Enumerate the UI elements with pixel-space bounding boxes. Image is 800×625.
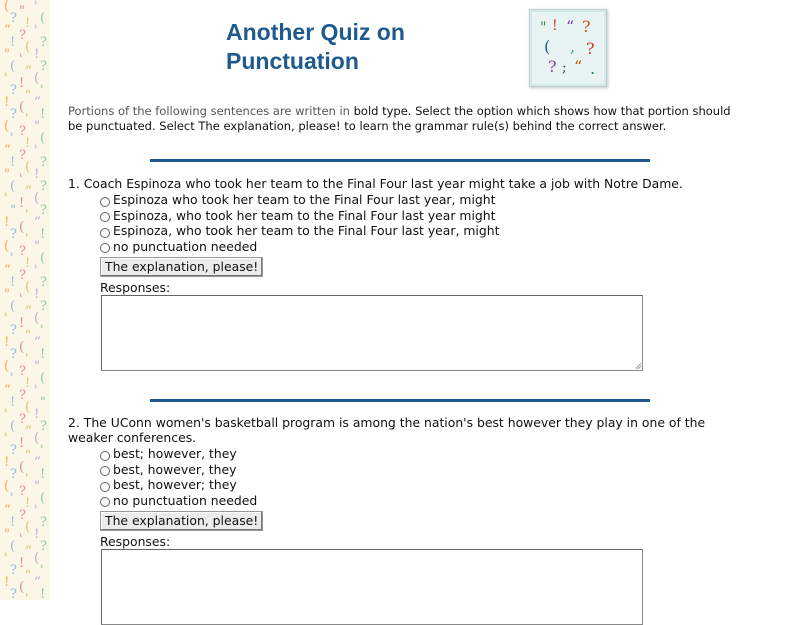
border-glyph: !	[25, 16, 31, 31]
border-glyph: “	[25, 424, 32, 439]
decorative-punctuation-border	[0, 0, 50, 600]
border-glyph: (	[25, 40, 31, 55]
border-glyph: !	[10, 275, 16, 290]
border-glyph: ?	[19, 124, 26, 139]
logo-glyph: !	[552, 18, 558, 34]
border-glyph: '	[25, 112, 29, 127]
responses-textarea[interactable]	[101, 295, 643, 371]
border-glyph: ?	[19, 364, 26, 379]
border-glyph: (	[10, 419, 16, 434]
answer-option-label: no punctuation needed	[113, 492, 258, 508]
border-glyph: !	[25, 136, 31, 151]
border-glyph: !	[40, 107, 46, 122]
answer-option[interactable]	[100, 493, 743, 509]
border-glyph: '	[34, 263, 38, 278]
border-glyph: (	[34, 191, 40, 206]
border-glyph: “	[4, 263, 11, 278]
answer-option[interactable]	[100, 477, 743, 493]
border-glyph: '	[40, 563, 44, 578]
answer-option[interactable]	[100, 462, 743, 478]
answer-options	[100, 446, 743, 508]
radio-button[interactable]	[100, 482, 110, 492]
border-glyph: ?	[40, 539, 47, 554]
answer-option-label: Espinoza, who took her team to the Final Four last year, might	[113, 223, 500, 239]
border-glyph: !	[34, 407, 40, 422]
border-glyph: ?	[40, 179, 47, 194]
border-glyph: (	[40, 131, 46, 146]
border-glyph: '	[34, 23, 38, 38]
logo-glyph: ,	[570, 37, 576, 56]
border-glyph: !	[19, 196, 25, 211]
border-glyph: "	[10, 203, 16, 218]
border-glyph: '	[4, 71, 8, 86]
border-glyph: "	[34, 239, 40, 254]
border-glyph: (	[19, 340, 25, 355]
punctuation-logo	[529, 9, 607, 87]
border-glyph: (	[10, 539, 16, 554]
border-glyph: ?	[10, 107, 17, 122]
border-glyph: !	[40, 467, 46, 482]
border-glyph: !	[19, 556, 25, 571]
border-glyph: (	[25, 280, 31, 295]
logo-glyph: .	[590, 59, 596, 78]
answer-option-label: no punctuation needed	[113, 238, 258, 254]
divider-rule	[150, 399, 650, 402]
border-glyph: "	[4, 47, 10, 62]
border-glyph: !	[10, 515, 16, 530]
border-glyph: !	[34, 527, 40, 542]
border-glyph: (	[4, 119, 10, 134]
border-glyph: ?	[40, 155, 47, 170]
logo-glyph: ?	[548, 57, 557, 76]
border-glyph: “	[25, 304, 32, 319]
logo-glyph: ;	[562, 60, 567, 76]
answer-option[interactable]	[100, 208, 743, 224]
border-glyph: '	[25, 232, 29, 247]
answer-option[interactable]	[100, 192, 743, 208]
border-glyph: !	[10, 155, 16, 170]
logo-glyph: “	[566, 17, 575, 36]
border-glyph: ?	[40, 275, 47, 290]
answer-option[interactable]	[100, 223, 743, 239]
radio-button[interactable]	[100, 497, 110, 507]
answer-option[interactable]	[100, 446, 743, 462]
border-glyph: “	[25, 544, 32, 559]
border-glyph: (	[4, 359, 10, 374]
answer-options	[100, 192, 743, 254]
border-glyph: “	[25, 184, 32, 199]
border-glyph: ?	[40, 419, 47, 434]
border-glyph: !	[4, 215, 10, 230]
border-glyph: (	[34, 431, 40, 446]
border-glyph: '	[25, 472, 29, 487]
question-1	[68, 176, 743, 371]
border-glyph: (	[40, 491, 46, 506]
border-glyph: "	[25, 88, 31, 103]
border-glyph: (	[25, 400, 31, 415]
border-glyph: '	[10, 251, 14, 266]
border-glyph: '	[25, 352, 29, 367]
border-glyph: "	[34, 119, 40, 134]
resize-grip-icon[interactable]	[635, 363, 641, 369]
border-glyph: '	[34, 143, 38, 158]
border-glyph: !	[10, 395, 16, 410]
border-glyph: (	[40, 251, 46, 266]
border-glyph: !	[4, 95, 10, 110]
border-glyph: !	[4, 335, 10, 350]
border-glyph: ?	[40, 203, 47, 218]
border-glyph: '	[4, 431, 8, 446]
border-glyph: (	[25, 160, 31, 175]
border-glyph: "	[4, 527, 10, 542]
border-glyph: “	[34, 215, 41, 230]
border-glyph: '	[4, 311, 8, 326]
responses-textarea[interactable]	[101, 549, 643, 625]
answer-option-label: best, however; they	[113, 477, 237, 493]
border-glyph: !	[19, 316, 25, 331]
border-glyph: ?	[10, 347, 17, 362]
responses-label: Responses:	[100, 534, 171, 549]
border-glyph: (	[34, 551, 40, 566]
logo-glyph: (	[544, 37, 551, 56]
border-glyph: !	[25, 256, 31, 271]
border-glyph: ?	[10, 563, 17, 578]
border-glyph: ?	[19, 244, 26, 259]
border-glyph: '	[34, 0, 38, 14]
border-glyph: '	[4, 407, 8, 422]
border-glyph: “	[34, 335, 41, 350]
radio-button[interactable]	[100, 212, 110, 222]
border-glyph: ?	[40, 59, 47, 74]
border-glyph: ?	[40, 515, 47, 530]
question-2	[68, 415, 743, 625]
border-glyph: "	[4, 287, 10, 302]
border-glyph: '	[19, 292, 23, 307]
border-glyph: "	[4, 167, 10, 182]
instructions	[68, 104, 738, 134]
border-glyph: (	[40, 371, 46, 386]
border-glyph: ?	[19, 268, 26, 283]
border-glyph: (	[40, 11, 46, 26]
border-glyph: '	[19, 52, 23, 67]
border-glyph: !	[34, 47, 40, 62]
border-glyph: '	[10, 371, 14, 386]
border-glyph: !	[25, 376, 31, 391]
punctuation-logo-graphic	[530, 10, 606, 86]
border-glyph: "	[19, 4, 25, 19]
border-glyph: (	[34, 311, 40, 326]
border-glyph: '	[4, 191, 8, 206]
border-glyph: '	[40, 443, 44, 458]
divider-rule	[150, 159, 650, 162]
logo-glyph: ?	[582, 17, 591, 36]
instructions-rest: bold type. Select the option which shows how that portion should be punctuated. Select The explanation, please! to learn the grammar rule(s) behind the correct answer.	[68, 104, 731, 133]
border-glyph: '	[19, 172, 23, 187]
border-glyph: '	[25, 592, 29, 600]
logo-glyph: "	[540, 20, 547, 36]
radio-button[interactable]	[100, 197, 110, 207]
border-glyph: (	[19, 100, 25, 115]
border-glyph: “	[4, 23, 11, 38]
border-glyph: (	[34, 71, 40, 86]
border-glyph: “	[4, 383, 11, 398]
border-glyph: '	[34, 383, 38, 398]
border-glyph: “	[25, 64, 32, 79]
explanation-button[interactable]: The explanation, please!	[100, 257, 263, 277]
border-glyph: ?	[19, 148, 26, 163]
border-glyph: '	[10, 491, 14, 506]
border-glyph: !	[34, 167, 40, 182]
border-glyph: (	[19, 580, 25, 595]
border-glyph: !	[25, 496, 31, 511]
explanation-button[interactable]: The explanation, please!	[100, 511, 263, 531]
border-glyph: '	[25, 208, 29, 223]
border-glyph: ?	[19, 28, 26, 43]
border-glyph: !	[19, 76, 25, 91]
border-glyph: (	[10, 299, 16, 314]
border-glyph: "	[25, 448, 31, 463]
border-glyph: ?	[10, 83, 17, 98]
border-glyph: '	[19, 532, 23, 547]
border-glyph: !	[40, 347, 46, 362]
border-glyph: (	[10, 59, 16, 74]
instructions-lead: Portions of the following sentences are written in	[68, 104, 350, 118]
border-glyph: ?	[10, 11, 17, 26]
border-glyph: !	[4, 575, 10, 590]
radio-button[interactable]	[100, 451, 110, 461]
border-glyph: (	[25, 520, 31, 535]
border-glyph: “	[34, 455, 41, 470]
radio-button[interactable]	[100, 243, 110, 253]
border-glyph: ?	[10, 323, 17, 338]
border-glyph: !	[40, 587, 46, 600]
border-glyph: (	[19, 220, 25, 235]
question-text: 1. Coach Espinoza who took her team to the Final Four last year might take a job with Notre Dame.	[68, 176, 683, 191]
border-glyph: "	[34, 479, 40, 494]
border-glyph: ?	[10, 443, 17, 458]
radio-button[interactable]	[100, 466, 110, 476]
border-glyph: ?	[19, 508, 26, 523]
border-glyph: "	[40, 395, 46, 410]
border-glyph: '	[34, 503, 38, 518]
border-glyph: ?	[10, 467, 17, 482]
border-glyph: “	[4, 503, 11, 518]
page-title: Another Quiz on Punctuation	[226, 19, 405, 74]
answer-option-label: Espinoza who took her team to the Final Four last year, might	[113, 192, 496, 208]
answer-option[interactable]	[100, 239, 743, 255]
radio-button[interactable]	[100, 228, 110, 238]
border-glyph: "	[25, 328, 31, 343]
border-glyph: ?	[10, 587, 17, 600]
border-glyph: ?	[10, 227, 17, 242]
answer-option-label: Espinoza, who took her team to the Final Four last year might	[113, 207, 496, 223]
border-glyph: '	[10, 131, 14, 146]
border-glyph: !	[4, 455, 10, 470]
border-glyph: (	[4, 239, 10, 254]
border-glyph: !	[34, 287, 40, 302]
border-glyph: '	[4, 551, 8, 566]
border-glyph: (	[19, 460, 25, 475]
border-glyph: (	[10, 179, 16, 194]
border-glyph: “	[4, 143, 11, 158]
logo-glyph: ?	[586, 39, 595, 58]
responses-label: Responses:	[100, 280, 171, 295]
border-glyph: ?	[40, 299, 47, 314]
border-glyph: "	[25, 568, 31, 583]
border-glyph: “	[34, 575, 41, 590]
logo-glyph: “	[574, 57, 583, 76]
border-glyph: !	[19, 436, 25, 451]
border-glyph: “	[34, 95, 41, 110]
border-glyph: '	[40, 323, 44, 338]
border-glyph: ?	[19, 388, 26, 403]
border-glyph: (	[4, 479, 10, 494]
border-glyph: (	[4, 0, 10, 14]
border-glyph: ?	[19, 412, 26, 427]
question-text: 2. The UConn women's basketball program is among the nation's best however they play in one of the weaker conferences.	[68, 415, 706, 445]
border-glyph: ?	[19, 484, 26, 499]
border-glyph: '	[40, 83, 44, 98]
border-glyph: !	[40, 227, 46, 242]
border-glyph: ?	[40, 35, 47, 50]
answer-option-label: best; however, they	[113, 446, 237, 462]
border-glyph: !	[10, 35, 16, 50]
border-glyph: "	[34, 359, 40, 374]
answer-option-label: best, however, they	[113, 461, 237, 477]
